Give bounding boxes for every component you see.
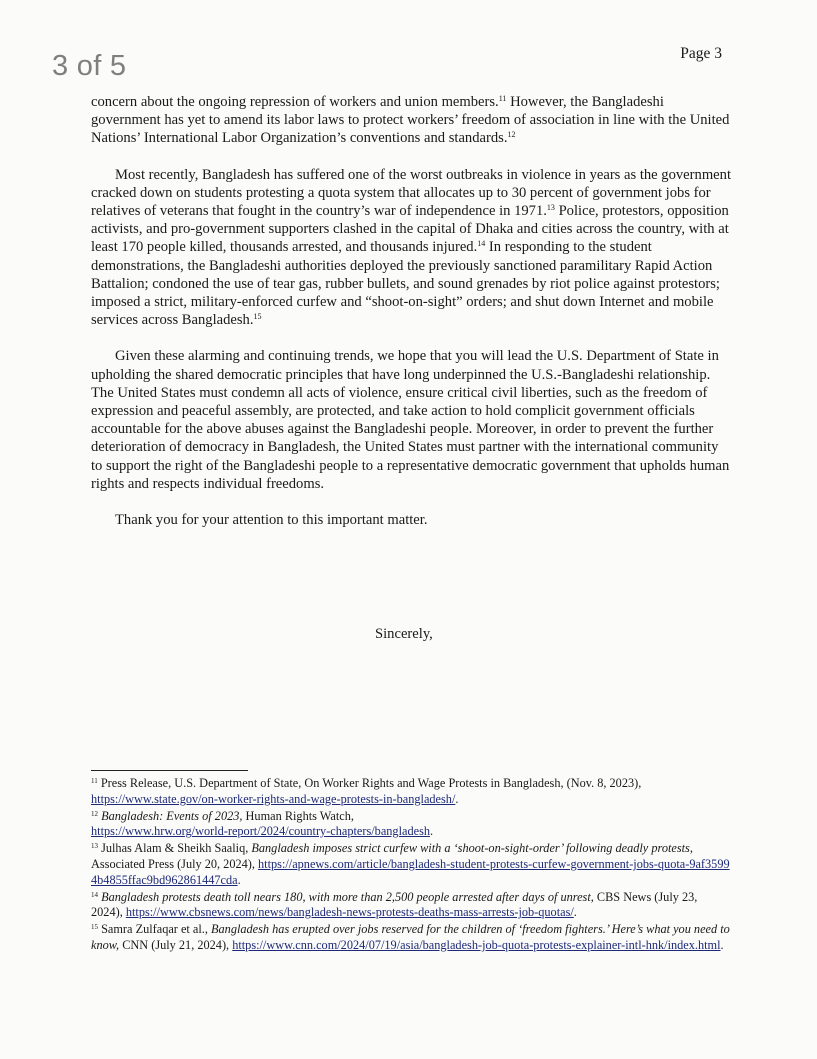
- footnote-link[interactable]: https://www.hrw.org/world-report/2024/country-chapters/bangladesh: [91, 824, 430, 839]
- footnote-ref[interactable]: 12: [507, 130, 516, 140]
- paragraph-4: [91, 511, 731, 529]
- footnote-link[interactable]: https://apnews.com/article/bangladesh-student-protests-curfew-government-jobs-quota-9af35994b4855ffac9bd962861447cda: [91, 856, 730, 887]
- footnote-13: [91, 841, 731, 888]
- footnote-text: CBS News (July 23, 2024),: [91, 889, 698, 920]
- footnote-text: .: [237, 872, 241, 887]
- footnote-text: Associated Press (July 20, 2024),: [91, 856, 259, 871]
- footnote-text: Human Rights Watch,: [242, 808, 354, 823]
- paragraph-text: Thank you for your attention to this important matter.: [115, 512, 428, 529]
- letter-body: [91, 93, 731, 547]
- footnote-ref[interactable]: 14: [477, 239, 486, 249]
- paragraph-text: Police, protestors, opposition activists, and pro-government supporters clashed in the capital of Dhaka and cities across the country, with at least 170 people killed, thousands arrested, and thousands injured.: [91, 203, 729, 256]
- paragraph-text: Most recently, Bangladesh has suffered one of the worst outbreaks in violence in years as the government cracked down on students protesting a quota system that allocates up to 30 percent of government jobs for relatives of veterans that fought in the country’s war of independence in 1971.: [91, 166, 732, 220]
- footnote-link[interactable]: https://www.cbsnews.com/news/bangladesh-news-protests-deaths-mass-arrests-job-quotas/: [125, 905, 574, 920]
- paragraph-1: [91, 93, 731, 148]
- footnotes: [91, 776, 731, 955]
- footnote-separator: [91, 770, 248, 771]
- footnote-number: 12: [91, 809, 98, 818]
- paragraph-text: However, the Bangladeshi government has yet to amend its labor laws to protect workers’ freedom of association in line with the United Nations’ International Labor Organization’s conventions and standards.: [91, 94, 730, 147]
- footnote-15: [91, 922, 731, 954]
- footnote-number: 11: [91, 777, 98, 785]
- paragraph-text: In responding to the student demonstrations, the Bangladeshi authorities deployed the previously sanctioned paramilitary Rapid Action Battalion; condoned the use of tear gas, rubber bullets, and sound grenades by riot police against protestors; imposed a strict, military-enforced curfew and “shoot-on-sight” orders; and shut down Internet and mobile services across Bangladesh.: [91, 239, 720, 329]
- footnote-number: 14: [91, 890, 98, 899]
- footnote-text: Samra Zulfaqar et al.,: [98, 922, 212, 937]
- footnote-11: [91, 776, 731, 808]
- paragraph-text: Given these alarming and continuing trends, we hope that you will lead the U.S. Department of State in upholding the shared democratic principles that have long underpinned the U.S.-Bangladeshi relationship. The United States must condemn all acts of violence, ensure critical civil liberties, such as the freedom of expression and peaceful assembly, are protected, and take action to hold complicit government officials accountable for the above abuses against the Bangladeshi people. Moreover, in order to prevent the further deterioration of democracy in Bangladesh, the United States must partner with the international community to support the right of the Bangladeshi people to a representative democratic government that upholds human rights and respects individual freedoms.: [91, 348, 730, 492]
- footnote-number: 15: [91, 923, 98, 932]
- footnote-link[interactable]: https://www.state.gov/on-worker-rights-and-wage-protests-in-bangladesh/: [91, 791, 456, 806]
- footnote-text: Julhas Alam & Sheikh Saaliq,: [98, 841, 252, 856]
- footnote-text: .: [720, 937, 724, 952]
- footnote-text: .: [430, 824, 434, 839]
- footnote-ref[interactable]: 15: [253, 312, 262, 322]
- footnote-text: Press Release, U.S. Department of State, On Worker Rights and Wage Protests in Bangladesh, (Nov. 8, 2023),: [97, 776, 642, 790]
- footnote-ref[interactable]: 13: [546, 203, 555, 213]
- closing-salutation: Sincerely,: [375, 626, 433, 642]
- paragraph-text: concern about the ongoing repression of workers and union members.: [91, 94, 499, 110]
- page-indicator: 3 of 5: [52, 50, 127, 82]
- footnote-link[interactable]: https://www.cnn.com/2024/07/19/asia/bangladesh-job-quota-protests-explainer-intl-hnk/index.html: [232, 937, 721, 952]
- paragraph-3: [91, 347, 731, 493]
- page-number: Page 3: [680, 45, 722, 62]
- footnote-title: Bangladesh: Events of 2023,: [98, 808, 243, 823]
- footnote-12: [91, 809, 731, 841]
- footnote-title: Bangladesh imposes strict curfew with a ‘shoot-on-sight-order’ following deadly protests,: [251, 841, 693, 856]
- footnote-title: Bangladesh has erupted over jobs reserved for the children of ‘freedom fighters.’ Here’s what you need to know,: [91, 922, 730, 952]
- footnote-ref[interactable]: 11: [498, 94, 507, 103]
- footnote-14: [91, 890, 731, 922]
- footnote-title: Bangladesh protests death toll nears 180, with more than 2,500 people arrested after days of unrest,: [98, 889, 594, 904]
- footnote-text: .: [455, 791, 459, 806]
- paragraph-2: [91, 166, 731, 330]
- footnote-number: 13: [91, 842, 98, 851]
- footnote-text: .: [573, 905, 577, 920]
- footnote-text: CNN (July 21, 2024),: [119, 937, 233, 952]
